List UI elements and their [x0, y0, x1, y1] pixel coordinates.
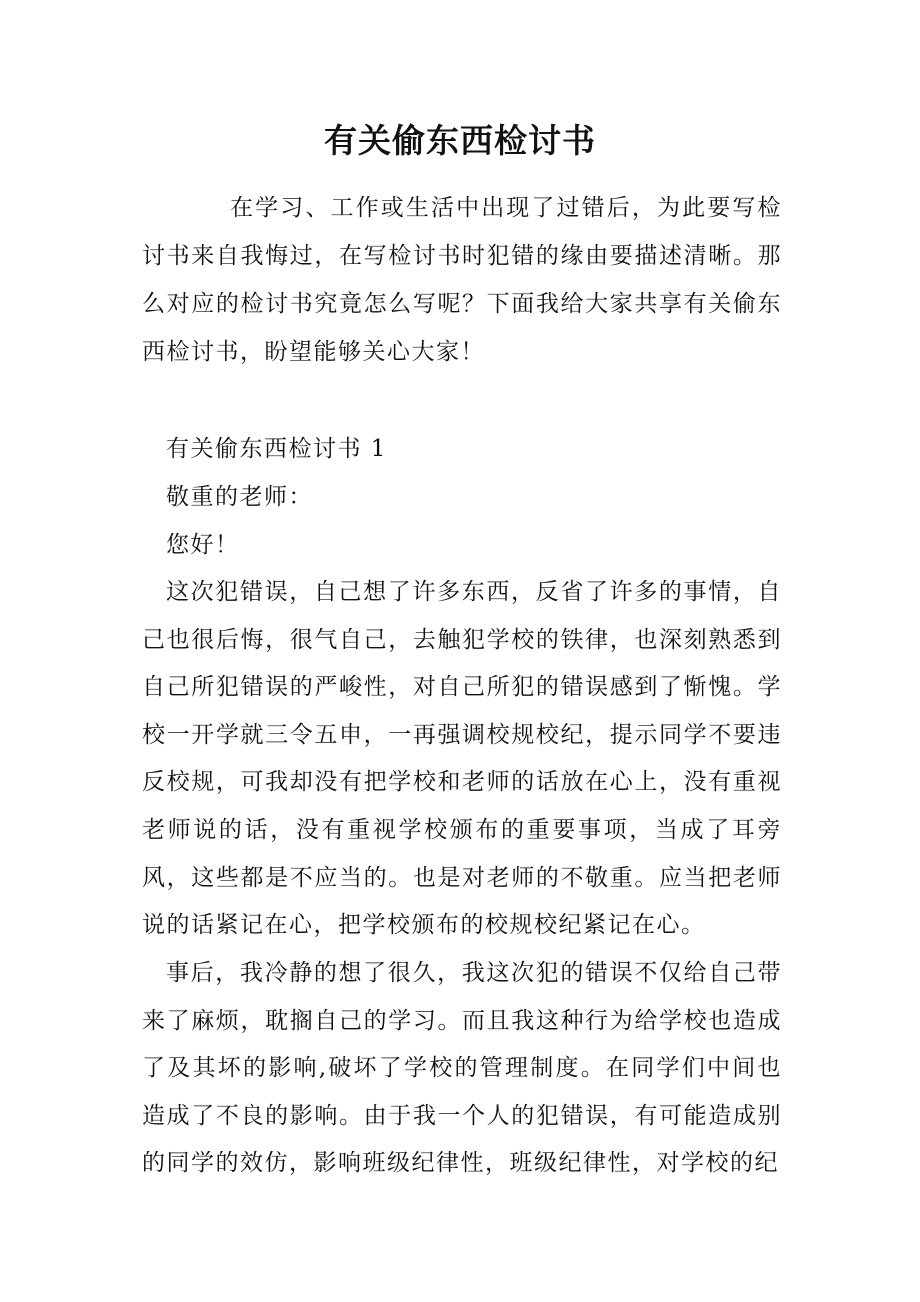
document-title: 有关偷东西检讨书: [324, 121, 596, 160]
salutation: 敬重的老师：: [166, 484, 313, 510]
body-paragraph-2: 事后，我冷静的想了很久，我这次犯的错误不仅给自己带来了麻烦，耽搁自己的学习。而且我这种行为给学校也造成了及其坏的影响,破坏了学校的管理制度。在同学们中间也造成了不良的影响。由于我一个人的犯错误，有可能造成别的同学的效仿，影响班级纪律性，班级纪律性，对学校的纪: [142, 960, 782, 1177]
greeting: 您好！: [166, 532, 240, 558]
body-paragraph-1: 这次犯错误，自己想了许多东西，反省了许多的事情，自己也很后悔，很气自己，去触犯学校的铁律，也深刻熟悉到自己所犯错误的严峻性，对自己所犯的错误感到了惭愧。学校一开学就三令五申，一再强调校规校纪，提示同学不要违反校规，可我却没有把学校和老师的话放在心上，没有重视老师说的话，没有重视学校颁布的重要事项，当成了耳旁风，这些都是不应当的。也是对老师的不敬重。应当把老师说的话紧记在心，把学校颁布的校规校纪紧记在心。: [142, 579, 782, 939]
section-heading: 有关偷东西检讨书 1: [166, 436, 387, 462]
intro-paragraph: 在学习、工作或生活中出现了过错后，为此要写检讨书来自我悔过，在写检讨书时犯错的缘由要描述清晰。那么对应的检讨书究竟怎么写呢？下面我给大家共享有关偷东西检讨书，盼望能够关心大家！: [142, 195, 782, 365]
